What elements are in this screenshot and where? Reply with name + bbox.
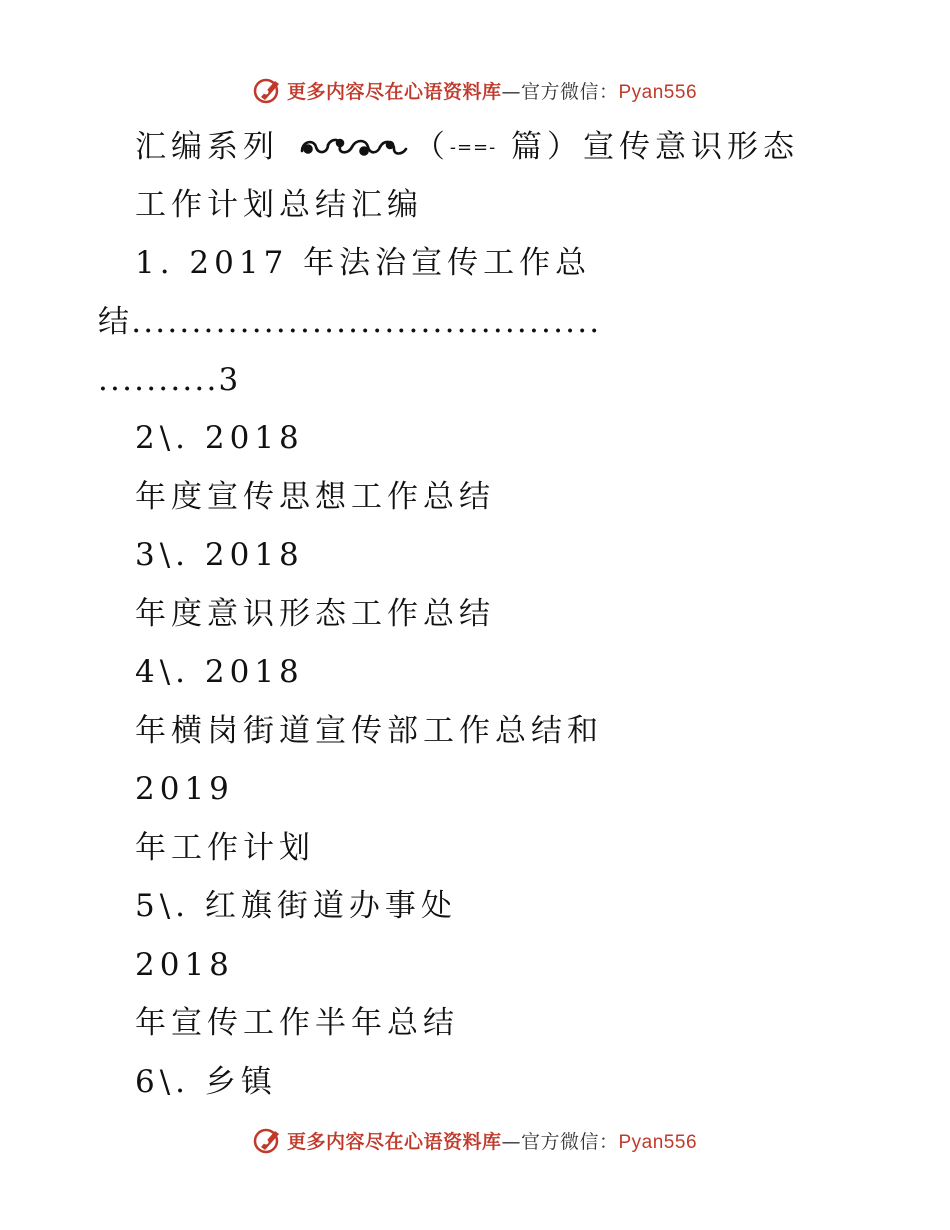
heading-mark: -==-	[449, 137, 497, 158]
toc-item-4-title-cont: 年工作计划	[135, 830, 315, 866]
banner-brand: 更多内容尽在心语资料库	[286, 80, 502, 103]
toc-item-2-title: 年度宣传思想工作总结	[135, 479, 495, 515]
decorative-flourish-icon	[298, 133, 410, 161]
toc-item-3-title: 年度意识形态工作总结	[135, 596, 495, 632]
banner-label: 官方微信：	[520, 80, 619, 103]
toc-item-3-number: 3\. 2018	[135, 537, 304, 573]
toc-item-5-title: 年宣传工作半年总结	[135, 1005, 459, 1041]
doc-heading-line1	[135, 127, 799, 168]
banner-text	[287, 1127, 697, 1154]
toc-item-1-leader: 结.......................................	[98, 304, 602, 340]
banner-account: Pyan556	[618, 81, 698, 103]
doc-heading-line2: 工作计划总结汇编	[135, 187, 423, 223]
heading-paren-open: （	[413, 129, 450, 165]
toc-item-4-year: 2019	[135, 771, 234, 807]
toc-item-1: 1. 2017 年法治宣传工作总	[135, 245, 592, 281]
footer-banner	[0, 1120, 950, 1160]
banner-dash: —	[501, 1130, 521, 1153]
banner-brand: 更多内容尽在心语资料库	[286, 1130, 502, 1153]
toc-item-5-year: 2018	[135, 947, 234, 983]
toc-item-4-title: 年横岗街道宣传部工作总结和	[135, 713, 603, 749]
toc-item-2-number: 2\. 2018	[135, 420, 304, 456]
heading-suffix: 篇）宣传意识形态	[511, 129, 800, 165]
heading-prefix: 汇编系列	[135, 129, 279, 165]
header-banner	[0, 70, 950, 110]
toc-item-4-number: 4\. 2018	[135, 654, 304, 690]
toc-item-6-number: 6\. 乡镇	[135, 1064, 277, 1100]
banner-text	[287, 77, 697, 104]
toc-item-5-number: 5\. 红旗街道办事处	[135, 888, 457, 924]
toc-item-1-page: ..........3	[98, 362, 241, 398]
fountain-pen-logo-icon	[253, 75, 283, 105]
fountain-pen-logo-icon	[253, 1125, 283, 1155]
banner-dash: —	[501, 80, 521, 103]
banner-label: 官方微信：	[520, 1130, 619, 1153]
banner-account: Pyan556	[618, 1131, 698, 1153]
